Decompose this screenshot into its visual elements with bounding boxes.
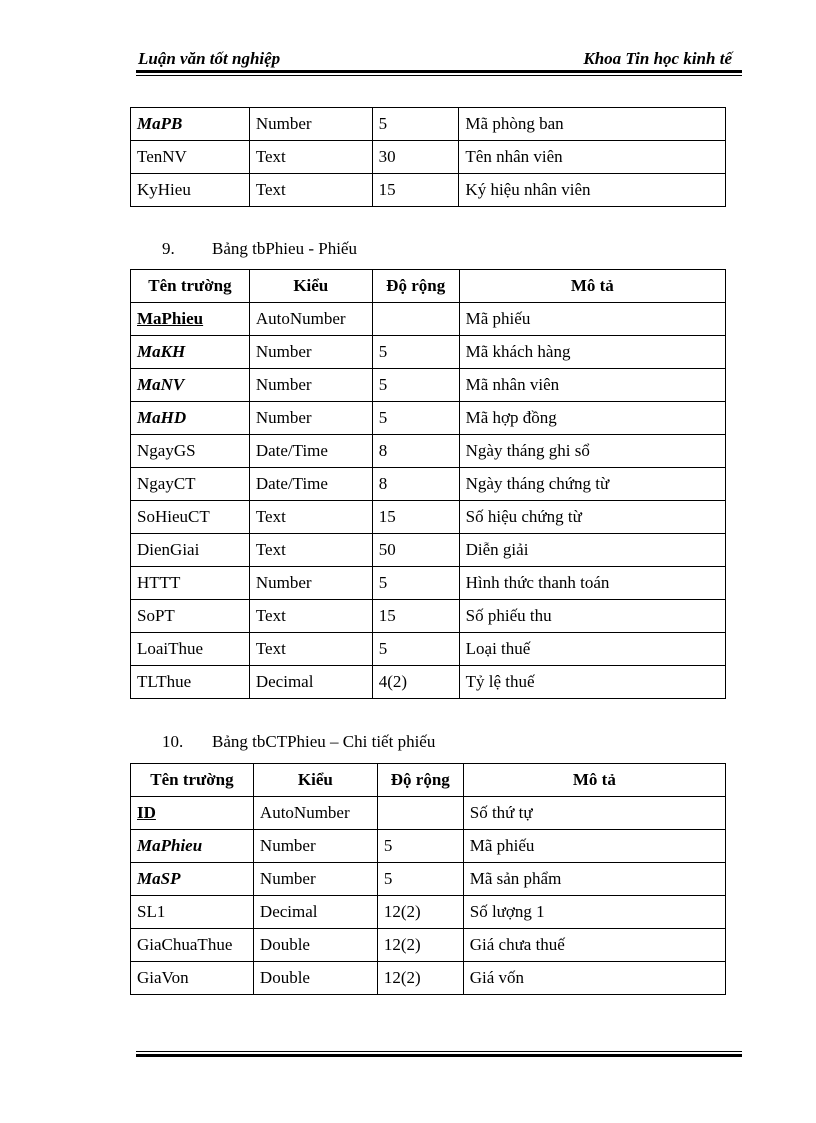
field-desc: Giá vốn bbox=[463, 962, 725, 995]
table-row bbox=[131, 633, 726, 666]
field-type: Number bbox=[249, 369, 372, 402]
field-type: Text bbox=[249, 534, 372, 567]
field-type: Number bbox=[253, 863, 377, 896]
field-desc: Số phiếu thu bbox=[459, 600, 725, 633]
field-type: Text bbox=[249, 174, 372, 207]
field-width: 12(2) bbox=[377, 962, 463, 995]
section-9-caption bbox=[162, 239, 357, 259]
table-row bbox=[131, 600, 726, 633]
table-row bbox=[131, 929, 726, 962]
field-type: Date/Time bbox=[249, 468, 372, 501]
field-desc: Tên nhân viên bbox=[459, 141, 726, 174]
field-name: MaPhieu bbox=[131, 830, 254, 863]
field-width: 4(2) bbox=[372, 666, 459, 699]
table-row bbox=[131, 435, 726, 468]
field-name: NgayGS bbox=[131, 435, 250, 468]
field-width: 30 bbox=[372, 141, 459, 174]
field-desc: Mã hợp đồng bbox=[459, 402, 725, 435]
field-width bbox=[377, 797, 463, 830]
field-name: TenNV bbox=[131, 141, 250, 174]
field-type: AutoNumber bbox=[249, 303, 372, 336]
field-type: Text bbox=[249, 633, 372, 666]
column-header: Độ rộng bbox=[377, 764, 463, 797]
field-desc: Mã nhân viên bbox=[459, 369, 725, 402]
table-row bbox=[131, 896, 726, 929]
footer-rule bbox=[136, 1054, 742, 1057]
section-10-number: 10. bbox=[162, 732, 184, 751]
column-header: Kiểu bbox=[253, 764, 377, 797]
section-10-title: Bảng tbCTPhieu – Chi tiết phiếu bbox=[212, 732, 436, 751]
table-row bbox=[131, 303, 726, 336]
field-width: 5 bbox=[372, 567, 459, 600]
field-width: 12(2) bbox=[377, 896, 463, 929]
field-desc: Ngày tháng chứng từ bbox=[459, 468, 725, 501]
field-type: Number bbox=[249, 336, 372, 369]
field-width: 8 bbox=[372, 468, 459, 501]
field-width: 8 bbox=[372, 435, 459, 468]
header-rule bbox=[136, 70, 742, 73]
field-name: HTTT bbox=[131, 567, 250, 600]
column-header: Kiểu bbox=[249, 270, 372, 303]
table-row bbox=[131, 830, 726, 863]
field-name: MaKH bbox=[131, 336, 250, 369]
table-row bbox=[131, 141, 726, 174]
field-desc: Ngày tháng ghi sổ bbox=[459, 435, 725, 468]
field-type: Text bbox=[249, 600, 372, 633]
column-header: Tên trường bbox=[131, 764, 254, 797]
field-type: Text bbox=[249, 141, 372, 174]
field-width: 50 bbox=[372, 534, 459, 567]
field-desc: Hình thức thanh toán bbox=[459, 567, 725, 600]
field-name: NgayCT bbox=[131, 468, 250, 501]
field-width: 5 bbox=[372, 402, 459, 435]
field-type: Decimal bbox=[249, 666, 372, 699]
table-tbPhieu bbox=[130, 269, 726, 699]
section-9-number: 9. bbox=[162, 239, 175, 258]
column-header: Độ rộng bbox=[372, 270, 459, 303]
field-width: 5 bbox=[372, 108, 459, 141]
table-tbCTPhieu bbox=[130, 763, 726, 995]
table-row bbox=[131, 369, 726, 402]
header-left-title: Luận văn tốt nghiệp bbox=[138, 49, 281, 68]
field-name: SoHieuCT bbox=[131, 501, 250, 534]
table-row bbox=[131, 534, 726, 567]
field-name: KyHieu bbox=[131, 174, 250, 207]
field-name: MaSP bbox=[131, 863, 254, 896]
field-name: DienGiai bbox=[131, 534, 250, 567]
field-desc: Mã sản phẩm bbox=[463, 863, 725, 896]
field-width: 5 bbox=[372, 633, 459, 666]
field-type: Date/Time bbox=[249, 435, 372, 468]
field-desc: Số lượng 1 bbox=[463, 896, 725, 929]
field-name: MaHD bbox=[131, 402, 250, 435]
field-desc: Mã phiếu bbox=[459, 303, 725, 336]
section-9-title: Bảng tbPhieu - Phiếu bbox=[212, 239, 357, 258]
field-desc: Giá chưa thuế bbox=[463, 929, 725, 962]
field-desc: Mã phiếu bbox=[463, 830, 725, 863]
field-type: Text bbox=[249, 501, 372, 534]
field-type: Double bbox=[253, 929, 377, 962]
field-desc: Loại thuế bbox=[459, 633, 725, 666]
table-row bbox=[131, 797, 726, 830]
field-name: SoPT bbox=[131, 600, 250, 633]
field-name: LoaiThue bbox=[131, 633, 250, 666]
field-type: Decimal bbox=[253, 896, 377, 929]
field-type: Number bbox=[249, 567, 372, 600]
table-row bbox=[131, 336, 726, 369]
field-desc: Mã khách hàng bbox=[459, 336, 725, 369]
table-row bbox=[131, 501, 726, 534]
table-row bbox=[131, 567, 726, 600]
table-row bbox=[131, 108, 726, 141]
field-type: AutoNumber bbox=[253, 797, 377, 830]
table-continued bbox=[130, 107, 726, 207]
field-desc: Số thứ tự bbox=[463, 797, 725, 830]
column-header: Mô tả bbox=[459, 270, 725, 303]
table-row bbox=[131, 666, 726, 699]
field-name: ID bbox=[131, 797, 254, 830]
field-width: 12(2) bbox=[377, 929, 463, 962]
field-desc: Tỷ lệ thuế bbox=[459, 666, 725, 699]
section-10-caption bbox=[162, 732, 435, 752]
table-row bbox=[131, 962, 726, 995]
field-desc: Ký hiệu nhân viên bbox=[459, 174, 726, 207]
table-row bbox=[131, 402, 726, 435]
field-name: MaPhieu bbox=[131, 303, 250, 336]
table-row bbox=[131, 863, 726, 896]
field-name: SL1 bbox=[131, 896, 254, 929]
footer-rule-thin bbox=[136, 1051, 742, 1052]
field-desc: Mã phòng ban bbox=[459, 108, 726, 141]
field-name: MaPB bbox=[131, 108, 250, 141]
field-desc: Số hiệu chứng từ bbox=[459, 501, 725, 534]
field-type: Number bbox=[249, 108, 372, 141]
header-rule-thin bbox=[136, 75, 742, 76]
field-type: Double bbox=[253, 962, 377, 995]
field-width: 5 bbox=[372, 369, 459, 402]
field-width: 15 bbox=[372, 501, 459, 534]
field-width: 5 bbox=[377, 863, 463, 896]
column-header: Mô tả bbox=[463, 764, 725, 797]
field-width: 5 bbox=[372, 336, 459, 369]
header-right-title: Khoa Tin học kinh tế bbox=[583, 49, 732, 68]
field-name: GiaChuaThue bbox=[131, 929, 254, 962]
field-name: TLThue bbox=[131, 666, 250, 699]
field-width: 15 bbox=[372, 174, 459, 207]
table-header-row bbox=[131, 270, 726, 303]
field-name: MaNV bbox=[131, 369, 250, 402]
field-type: Number bbox=[249, 402, 372, 435]
field-width: 15 bbox=[372, 600, 459, 633]
field-desc: Diễn giải bbox=[459, 534, 725, 567]
field-type: Number bbox=[253, 830, 377, 863]
table-header-row bbox=[131, 764, 726, 797]
column-header: Tên trường bbox=[131, 270, 250, 303]
field-name: GiaVon bbox=[131, 962, 254, 995]
field-width: 5 bbox=[377, 830, 463, 863]
table-row bbox=[131, 468, 726, 501]
field-width bbox=[372, 303, 459, 336]
table-row bbox=[131, 174, 726, 207]
